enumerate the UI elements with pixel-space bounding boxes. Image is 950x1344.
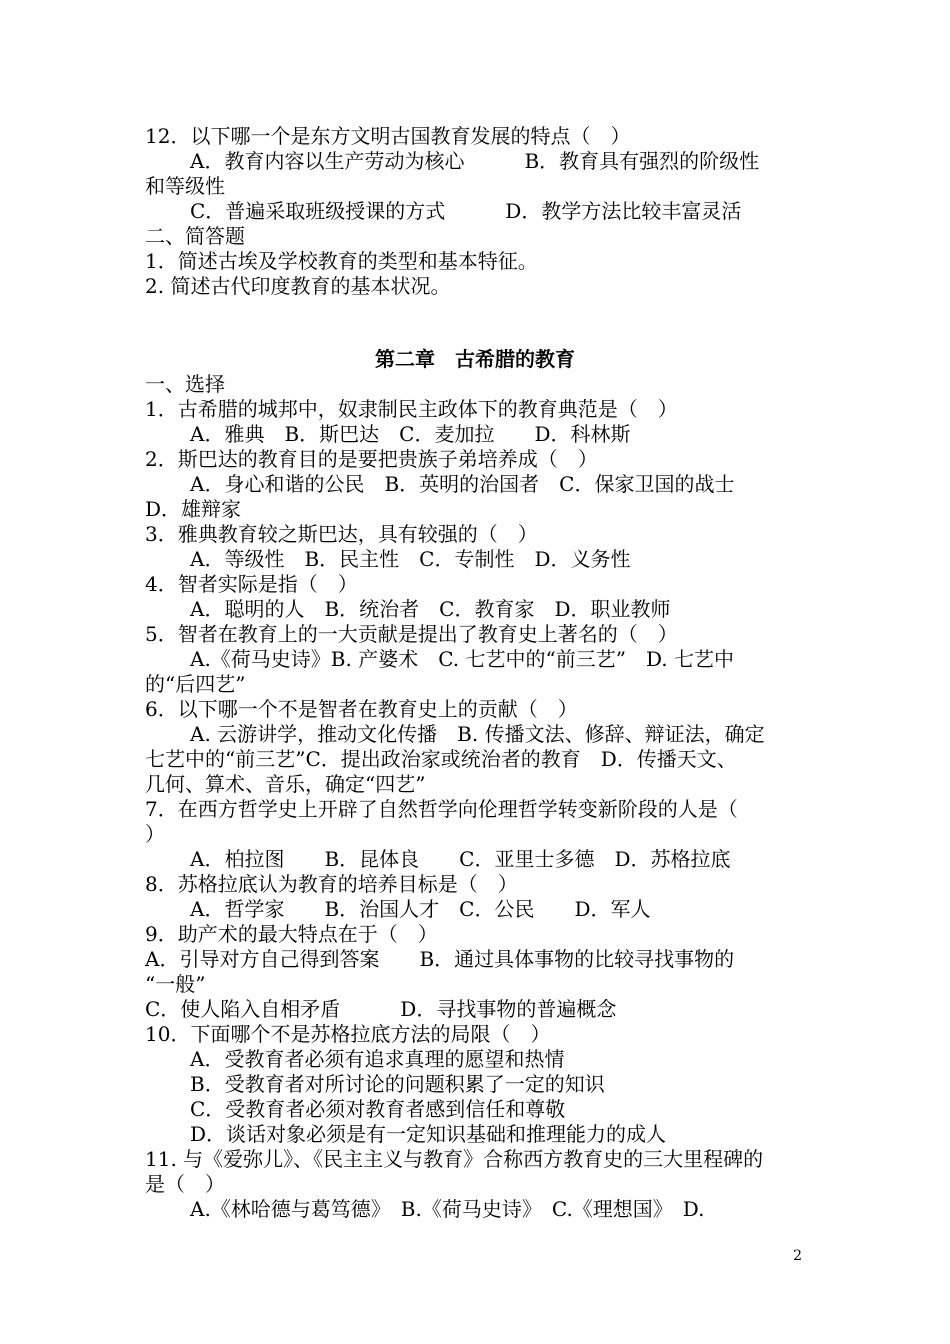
- q9-options-b-cont: “一般”: [145, 972, 206, 996]
- q10-option-a: A．受教育者必须有追求真理的愿望和热情: [190, 1047, 565, 1071]
- q2-options: A．身心和谐的公民 B．英明的治国者 C．保家卫国的战士: [190, 472, 735, 496]
- q8-options: A．哲学家 B．治国人才 C．公民 D．军人: [190, 897, 651, 921]
- q6-options-cont-2: 几何、算术、音乐，确定“四艺”: [145, 772, 426, 796]
- question-7-cont: ）: [145, 822, 165, 846]
- question-12: 12．以下哪一个是东方文明古国教育发展的特点（ ）: [145, 124, 631, 148]
- q7-options: A．柏拉图 B．昆体良 C．亚里士多德 D．苏格拉底: [190, 847, 731, 871]
- question-11-cont: 是（ ）: [145, 1172, 225, 1196]
- q9-options-ab: A．引导对方自己得到答案 B．通过具体事物的比较寻找事物的: [145, 947, 735, 971]
- q4-options: A．聪明的人 B．统治者 C．教育家 D．职业教师: [190, 597, 671, 621]
- question-11: 11. 与《爱弥儿》、《民主主义与教育》合称西方教育史的三大里程碑的: [145, 1147, 764, 1171]
- q12-options-b-cont: 和等级性: [145, 174, 225, 198]
- q5-options-cont: 的“后四艺”: [145, 672, 246, 696]
- question-2: 2．斯巴达的教育目的是要把贵族子弟培养成（ ）: [145, 447, 598, 471]
- q6-options: A. 云游讲学，推动文化传播 B. 传播文法、修辞、辩证法，确定: [190, 722, 765, 746]
- q12-options-cd: C．普遍采取班级授课的方式 D．教学方法比较丰富灵活: [190, 199, 742, 223]
- question-10: 10．下面哪个不是苏格拉底方法的局限（ ）: [145, 1022, 551, 1046]
- section-short-answer: 二、简答题: [145, 224, 245, 248]
- q10-option-b: B．受教育者对所讨论的问题积累了一定的知识: [190, 1072, 605, 1096]
- question-1: 1．古希腊的城邦中，奴隶制民主政体下的教育典范是（ ）: [145, 397, 678, 421]
- q2-options-d: D．雄辩家: [145, 497, 242, 521]
- q10-option-c: C．受教育者必须对教育者感到信任和尊敬: [190, 1097, 566, 1121]
- q3-options: A．等级性 B．民主性 C．专制性 D．义务性: [190, 547, 631, 571]
- question-5: 5．智者在教育上的一大贡献是提出了教育史上著名的（ ）: [145, 622, 678, 646]
- chapter-title: 第二章 古希腊的教育: [375, 347, 575, 371]
- q9-options-cd: C．使人陷入自相矛盾 D．寻找事物的普遍概念: [145, 997, 617, 1021]
- q10-option-d: D．谈话对象必须是有一定知识基础和推理能力的成人: [190, 1122, 667, 1146]
- question-7: 7．在西方哲学史上开辟了自然哲学向伦理哲学转变新阶段的人是（: [145, 797, 738, 821]
- short-answer-1: 1．简述古埃及学校教育的类型和基本特征。: [145, 249, 538, 273]
- page-number: 2: [793, 1248, 802, 1264]
- section-choice: 一、选择: [145, 372, 225, 396]
- q12-options-ab: A．教育内容以生产劳动为核心 B．教育具有强烈的阶级性: [190, 149, 760, 173]
- question-6: 6．以下哪一个不是智者在教育史上的贡献（ ）: [145, 697, 578, 721]
- q5-options: A.《荷马史诗》B. 产婆术 C. 七艺中的“前三艺” D. 七艺中: [190, 647, 735, 671]
- q6-options-cont-1: 七艺中的“前三艺”C．提出政治家或统治者的教育 D．传播天文、: [145, 747, 737, 771]
- question-8: 8．苏格拉底认为教育的培养目标是（ ）: [145, 872, 518, 896]
- q11-options: A.《林哈德与葛笃德》 B.《荷马史诗》 C.《理想国》 D.: [190, 1197, 705, 1221]
- q1-options: A．雅典 B．斯巴达 C．麦加拉 D．科林斯: [190, 422, 631, 446]
- question-3: 3．雅典教育较之斯巴达，具有较强的（ ）: [145, 522, 538, 546]
- question-9: 9．助产术的最大特点在于（ ）: [145, 922, 438, 946]
- question-4: 4．智者实际是指（ ）: [145, 572, 358, 596]
- short-answer-2: 2. 简述古代印度教育的基本状况。: [145, 274, 451, 298]
